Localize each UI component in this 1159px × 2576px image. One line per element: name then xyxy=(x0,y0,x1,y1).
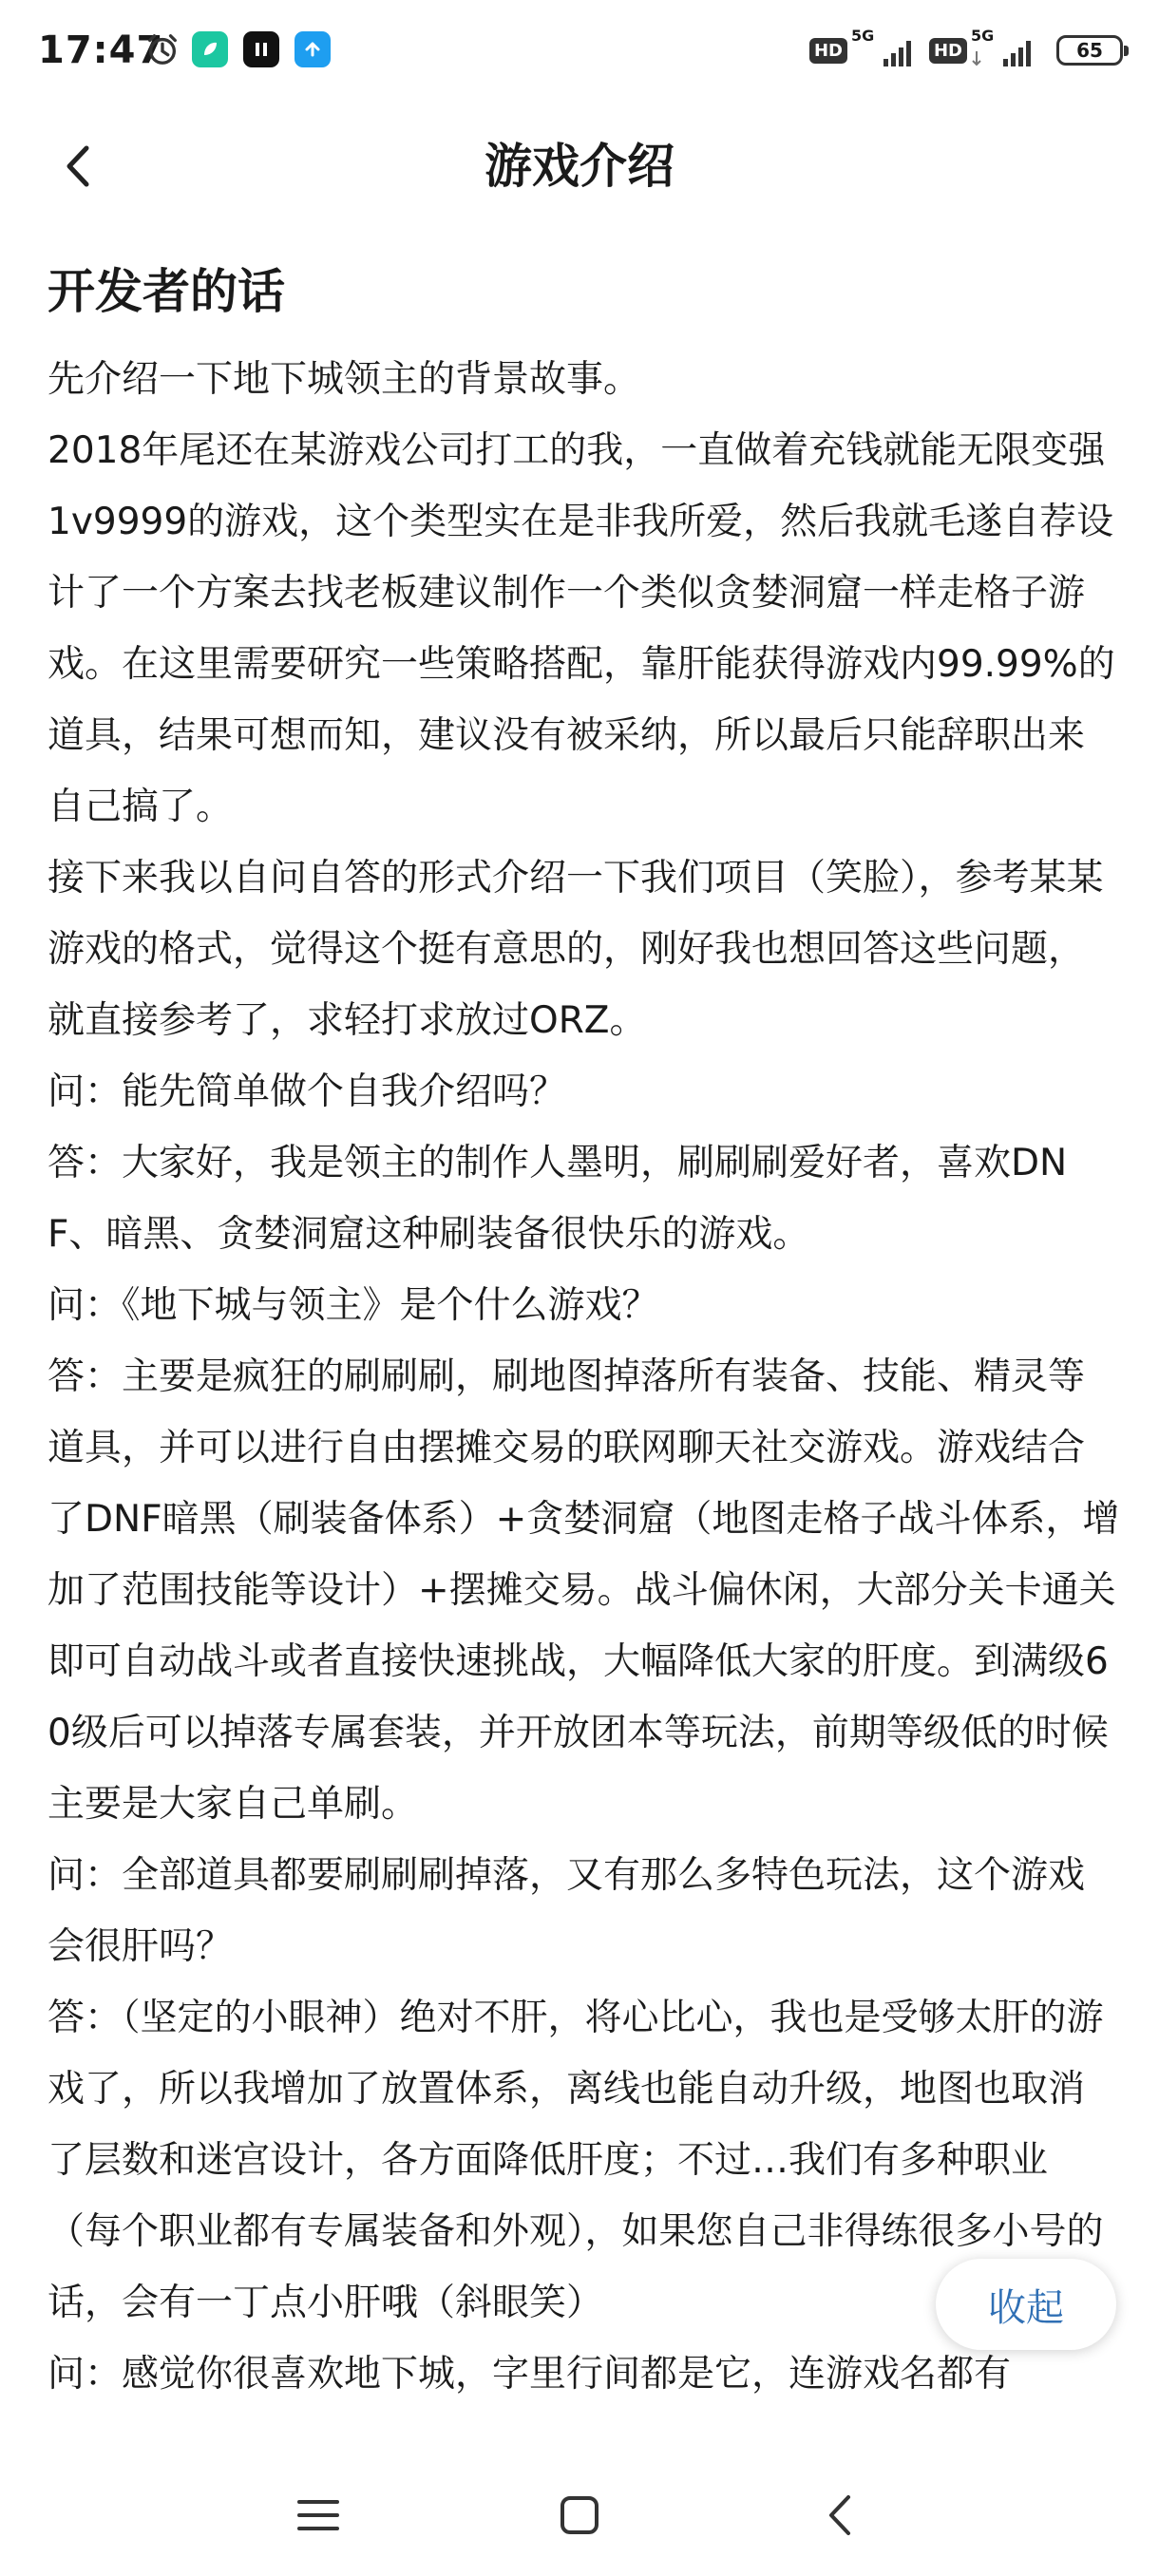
hd-badge-2: HD xyxy=(929,38,967,64)
paragraph: 先介绍一下地下城领主的背景故事。 xyxy=(48,358,641,401)
collapse-button[interactable] xyxy=(936,2259,1116,2350)
paragraph: 问：感觉你很喜欢地下城，字里行间都是它，连游戏名都有 xyxy=(48,2353,1012,2396)
pause-app-icon xyxy=(243,31,279,67)
collapse-button-label: 收起 xyxy=(988,2285,1064,2330)
system-nav-bar xyxy=(0,2451,1159,2576)
article-content xyxy=(48,249,1121,2448)
paragraph: 答：主要是疯狂的刷刷刷，刷地图掉落所有装备、技能、精灵等道具，并可以进行自由摆摊交易的联网聊天社交游戏。游戏结合了DNF暗黑（刷装备体系）+贪婪洞窟（地图走格子战斗体系，增加了范围技能等设计）+摆摊交易。战斗偏休闲，大部分关卡通关即可自动战斗或者直接快速挑战，大幅降低大家的肝度。到满级60级后可以掉落专属套装，并开放团本等玩法，前期等级低的时候主要是大家自己单刷。 xyxy=(48,1355,1120,1826)
home-square-icon xyxy=(557,2492,602,2538)
battery-level: 65 xyxy=(1076,39,1103,62)
hd-badge: HD xyxy=(809,38,847,64)
status-bar xyxy=(0,0,1159,104)
page-title: 游戏介绍 xyxy=(484,139,674,194)
home-button[interactable] xyxy=(542,2477,618,2553)
paragraph: 答：大家好，我是领主的制作人墨明，刷刷刷爱好者，喜欢DNF、暗黑、贪婪洞窟这种刷装备很快乐的游戏。 xyxy=(48,1142,1068,1256)
section-heading: 开发者的话 xyxy=(48,264,285,319)
paragraph: 接下来我以自问自答的形式介绍一下我们项目（笑脸），参考某某游戏的格式，觉得这个挺有意思的，刚好我也想回答这些问题，就直接参考了，求轻打求放过ORZ。 xyxy=(48,857,1104,1042)
content-fade xyxy=(0,2413,1159,2451)
status-time: 17:47 xyxy=(38,28,164,72)
network-type: 5G xyxy=(850,27,875,45)
paragraph: 问：能先简单做个自我介绍吗？ xyxy=(48,1070,567,1113)
alarm-icon xyxy=(144,31,180,67)
paragraph: 问：《地下城与领主》是个什么游戏？ xyxy=(48,1284,659,1327)
paragraph: 2018年尾还在某游戏公司打工的我，一直做着充钱就能无限变强1v9999的游戏，这个类型实在是非我所爱，然后我就毛遂自荐设计了一个方案去找老板建议制作一个类似贪婪洞窟一样走格子游戏。在这里需要研究一些策略搭配，靠肝能获得游戏内99.99%的道具，结果可想而知，建议没有被采纳，所以最后只能辞职出来自己搞了。 xyxy=(48,429,1115,828)
paragraph: 答：（坚定的小眼神）绝对不肝，将心比心，我也是受够太肝的游戏了，所以我增加了放置体系，离线也能自动升级，地图也取消了层数和迷宫设计，各方面降低肝度；不过…我们有多种职业（每个职业都有专属装备和外观），如果您自己非得练很多小号的话，会有一丁点小肝哦（斜眼笑） xyxy=(48,1997,1104,2324)
app-notification-icon xyxy=(192,31,228,67)
upload-app-icon xyxy=(294,31,331,67)
menu-button[interactable] xyxy=(280,2477,356,2553)
paragraph: 问：全部道具都要刷刷刷掉落，又有那么多特色玩法，这个游戏会很肝吗？ xyxy=(48,1854,1086,1968)
menu-icon xyxy=(294,2494,342,2536)
signal-icon xyxy=(851,27,920,74)
page-header xyxy=(0,104,1159,228)
nav-back-button[interactable] xyxy=(803,2477,879,2553)
battery-icon xyxy=(1056,35,1123,66)
back-arrow-icon xyxy=(822,2491,860,2539)
status-indicators xyxy=(809,27,1123,74)
network-type-2: 5G xyxy=(971,27,995,45)
signal-icon-2 xyxy=(971,27,1039,74)
